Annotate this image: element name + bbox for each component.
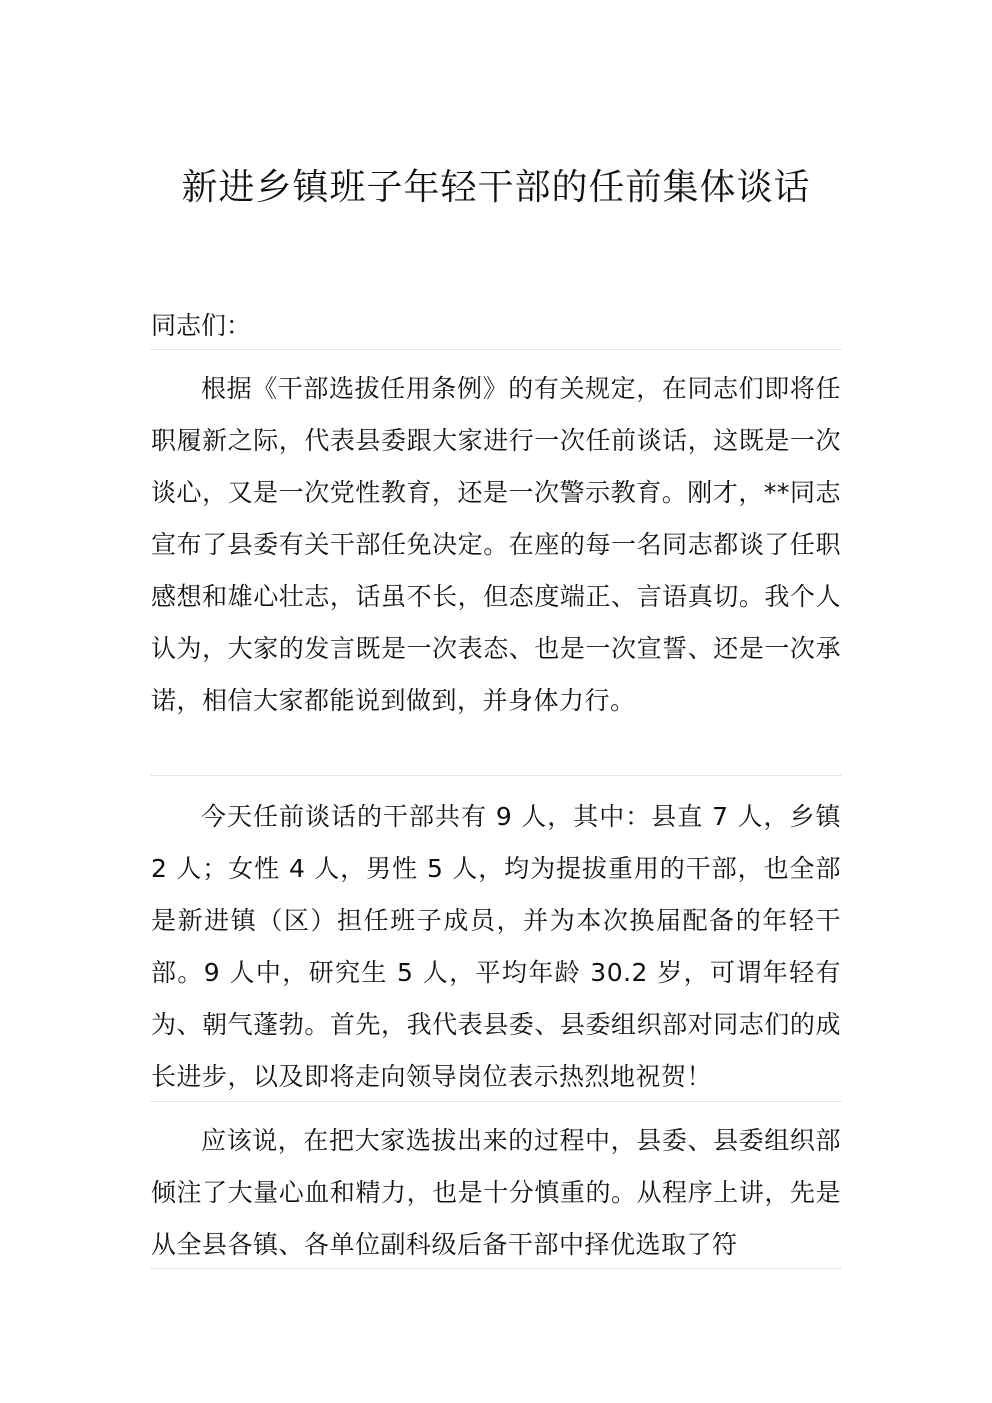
- divider: [151, 349, 841, 350]
- divider: [151, 1101, 841, 1102]
- divider: [151, 1268, 841, 1269]
- document-title: 新进乡镇班子年轻干部的任前集体谈话: [181, 167, 811, 208]
- divider: [151, 775, 841, 776]
- salutation: 同志们：: [151, 311, 252, 340]
- paragraph-1: 根据《干部选拔任用条例》的有关规定，在同志们即将任职履新之际，代表县委跟大家进行一次任前谈话，这既是一次谈心，又是一次党性教育，还是一次警示教育。刚才，**同志宣布了县委有关干部任免决定。在座的每一名同志都谈了任职感想和雄心壮志，话虽不长，但态度端正、言语真切。我个人认为，大家的发言既是一次表态、也是一次宣誓、还是一次承诺，相信大家都能说到做到，并身体力行。: [151, 374, 841, 715]
- paragraph-3: 应该说，在把大家选拔出来的过程中，县委、县委组织部倾注了大量心血和精力，也是十分慎重的。从程序上讲，先是从全县各镇、各单位副科级后备干部中择优选取了符: [151, 1126, 841, 1259]
- paragraph-2: 今天任前谈话的干部共有 9 人，其中：县直 7 人，乡镇 2 人；女性 4 人，男性 5 人，均为提拔重用的干部，也全部是新进镇（区）担任班子成员，并为本次换届配备的年轻干部。9 人中，研究生 5 人，平均年龄 30.2 岁，可谓年轻有为、朝气蓬勃。首先，我代表县委、县委组织部对同志们的成长进步，以及即将走向领导岗位表示热烈地祝贺！: [151, 802, 841, 1091]
